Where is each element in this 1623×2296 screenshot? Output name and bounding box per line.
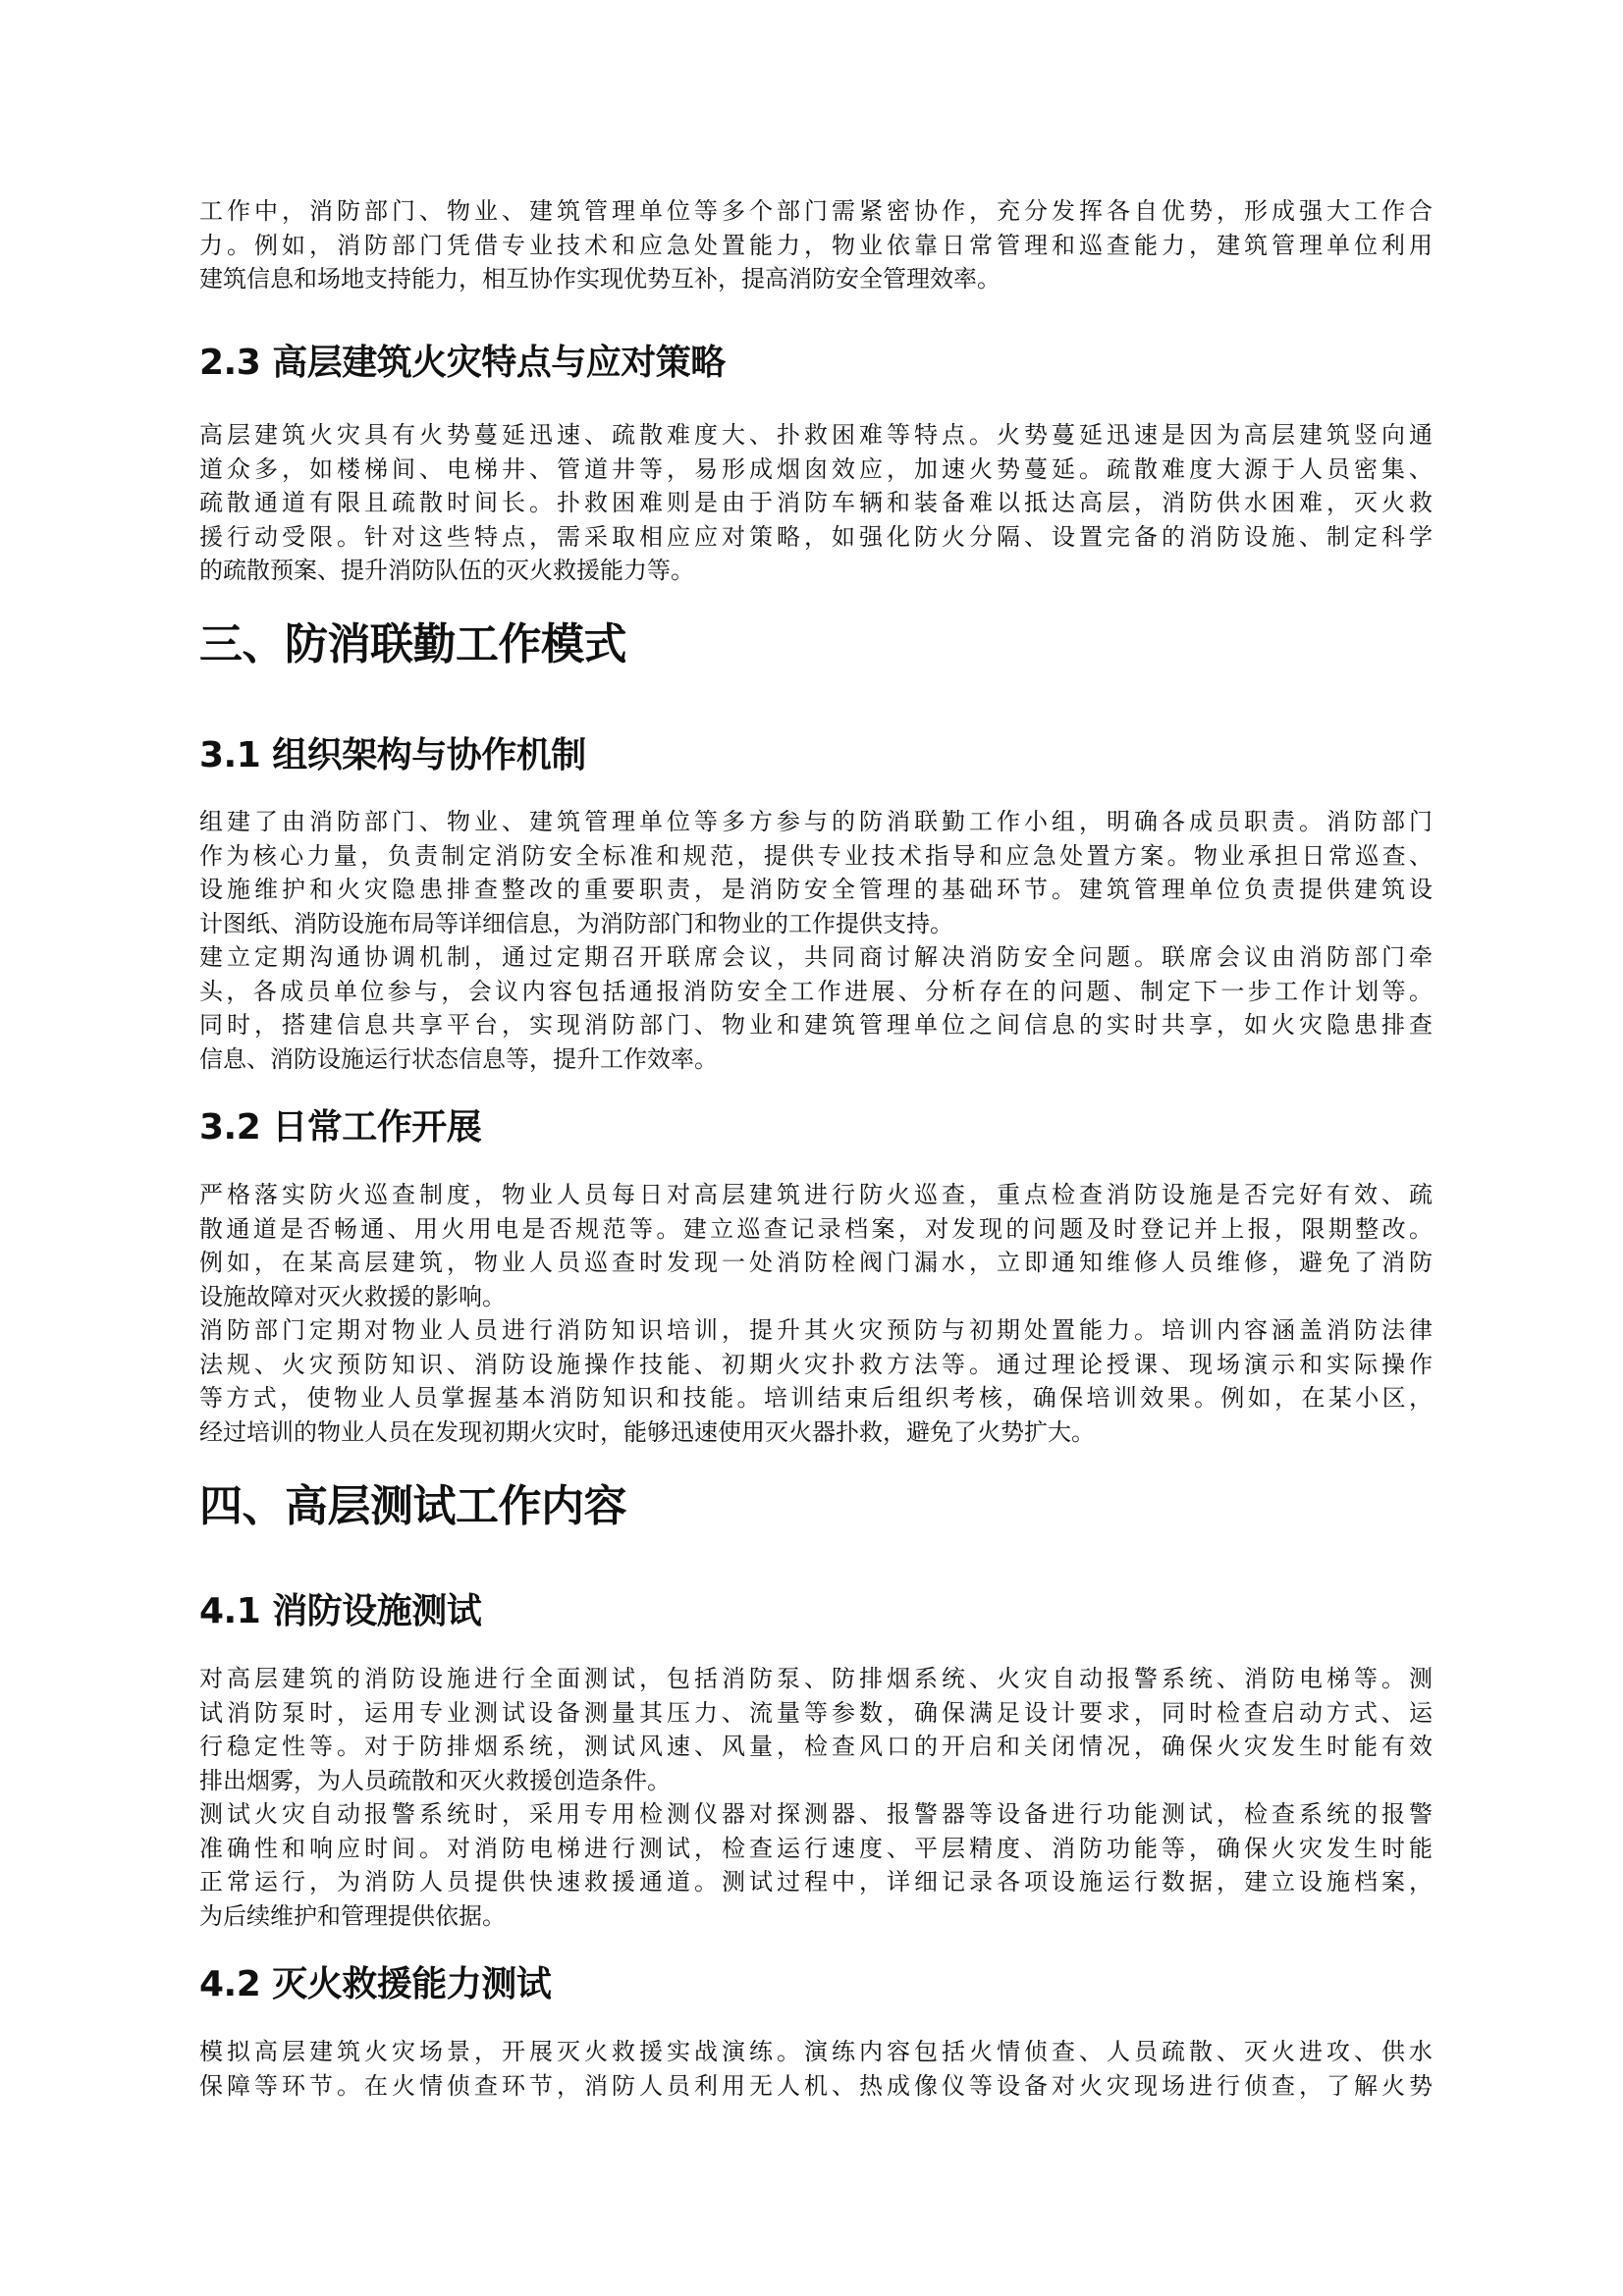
section-heading: 三、防消联勤工作模式: [199, 619, 626, 669]
section-heading: 四、高层测试工作内容: [199, 1481, 626, 1531]
paragraph-line: 为后续维护和管理提供依据。: [199, 1901, 506, 1930]
paragraph-line: 测试火灾自动报警系统时，采用专用检测仪器对探测器、报警器等设备进行功能测试，检查系统的报警: [199, 1800, 1433, 1828]
paragraph-line: 疏散通道有限且疏散时间长。扑救困难则是由于消防车辆和装备难以抵达高层，消防供水困难，灭火救: [199, 489, 1433, 516]
paragraph-block: [199, 805, 1433, 1076]
paragraph-line: 工作中，消防部门、物业、建筑管理单位等多个部门需紧密协作，充分发挥各自优势，形成强大工作合: [199, 197, 1433, 225]
paragraph-line: 的疏散预案、提升消防队伍的灭火救援能力等。: [199, 557, 694, 584]
subsection-heading: 3.1 组织架构与协作机制: [199, 735, 586, 775]
paragraph-line: 模拟高层建筑火灾场景，开展灭火救援实战演练。演练内容包括火情侦查、人员疏散、灭火进攻、供水: [199, 2038, 1433, 2065]
paragraph-line: 准确性和响应时间。对消防电梯进行测试，检查运行速度、平层精度、消防功能等，确保火灾发生时能: [199, 1834, 1433, 1862]
paragraph-line: 道众多，如楼梯间、电梯井、管道井等，易形成烟囱效应，加速火势蔓延。疏散难度大源于人员密集、: [199, 454, 1433, 483]
subsection-heading: 3.2 日常工作开展: [199, 1107, 482, 1148]
paragraph-line: 设施维护和火灾隐患排查整改的重要职责，是消防安全管理的基础环节。建筑管理单位负责提供建筑设: [199, 876, 1433, 903]
subsection-heading: 2.3 高层建筑火灾特点与应对策略: [199, 343, 726, 383]
paragraph-line: 散通道是否畅通、用火用电是否规范等。建立巡查记录档案，对发现的问题及时登记并上报，限期整改。: [199, 1214, 1433, 1243]
paragraph-line: 例如，在某高层建筑，物业人员巡查时发现一处消防栓阀门漏水，立即通知维修人员维修，避免了消防: [199, 1249, 1433, 1276]
paragraph-line: 头，各成员单位参与，会议内容包括通报消防安全工作进展、分析存在的问题、制定下一步工作计划等。: [199, 977, 1433, 1005]
paragraph-line: 组建了由消防部门、物业、建筑管理单位等多方参与的防消联勤工作小组，明确各成员职责。消防部门: [199, 808, 1433, 835]
subsection-heading: 4.2 灭火救援能力测试: [199, 1964, 552, 2004]
paragraph-line: 等方式，使物业人员掌握基本消防知识和技能。培训结束后组织考核，确保培训效果。例如，在某小区，: [199, 1384, 1433, 1412]
paragraph-line: 正常运行，为消防人员提供快速救援通道。测试过程中，详细记录各项设施运行数据，建立设施档案，: [199, 1868, 1433, 1896]
paragraph-line: 信息、消防设施运行状态信息等，提升工作效率。: [199, 1044, 718, 1073]
paragraph-line: 建立定期沟通协调机制，通过定期召开联席会议，共同商讨解决消防安全问题。联席会议由消防部门牵: [199, 943, 1433, 971]
paragraph-block: [199, 1662, 1433, 1933]
paragraph-line: 经过培训的物业人员在发现初期火灾时，能够迅速使用灭火器扑救，避免了火势扩大。: [199, 1417, 1095, 1446]
paragraph-line: 消防部门定期对物业人员进行消防知识培训，提升其火灾预防与初期处置能力。培训内容涵盖消防法律: [199, 1316, 1433, 1344]
paragraph-block: [199, 194, 1433, 296]
paragraph-line: 建筑信息和场地支持能力，相互协作实现优势互补，提高消防安全管理效率。: [199, 265, 1001, 293]
paragraph-line: 行稳定性等。对于防排烟系统，测试风速、风量，检查风口的开启和关闭情况，确保火灾发生时能有效: [199, 1733, 1433, 1760]
paragraph-line: 力。例如，消防部门凭借专业技术和应急处置能力，物业依靠日常管理和巡查能力，建筑管理单位利用: [199, 231, 1433, 259]
paragraph-line: 援行动受限。针对这些特点，需采取相应应对策略，如强化防火分隔、设置完备的消防设施、制定科学: [199, 522, 1433, 551]
paragraph-line: 设施故障对灭火救援的影响。: [199, 1282, 506, 1310]
paragraph-line: 作为核心力量，负责制定消防安全标准和规范，提供专业技术指导和应急处置方案。物业承担日常巡查、: [199, 841, 1433, 870]
paragraph-block: [199, 1178, 1433, 1449]
paragraph-line: 严格落实防火巡查制度，物业人员每日对高层建筑进行防火巡查，重点检查消防设施是否完好有效、疏: [199, 1181, 1433, 1208]
paragraph-line: 对高层建筑的消防设施进行全面测试，包括消防泵、防排烟系统、火灾自动报警系统、消防电梯等。测: [199, 1665, 1433, 1692]
paragraph-line: 保障等环节。在火情侦查环节，消防人员利用无人机、热成像仪等设备对火灾现场进行侦查，了解火势: [199, 2071, 1433, 2100]
subsection-heading: 4.1 消防设施测试: [199, 1591, 482, 1631]
paragraph-block: [199, 2035, 1433, 2103]
paragraph-block: [199, 418, 1433, 588]
paragraph-line: 计图纸、消防设施布局等详细信息，为消防部门和物业的工作提供支持。: [199, 909, 953, 937]
paragraph-line: 法规、火灾预防知识、消防设施操作技能、初期火灾扑救方法等。通过理论授课、现场演示和实际操作: [199, 1350, 1433, 1378]
paragraph-line: 试消防泵时，运用专业测试设备测量其压力、流量等参数，确保满足设计要求，同时检查启动方式、运: [199, 1698, 1433, 1727]
paragraph-line: 排出烟雾，为人员疏散和灭火救援创造条件。: [199, 1766, 671, 1794]
paragraph-line: 高层建筑火灾具有火势蔓延迅速、疏散难度大、扑救困难等特点。火势蔓延迅速是因为高层建筑竖向通: [199, 421, 1433, 449]
paragraph-line: 同时，搭建信息共享平台，实现消防部门、物业和建筑管理单位之间信息的实时共享，如火灾隐患排查: [199, 1011, 1433, 1039]
